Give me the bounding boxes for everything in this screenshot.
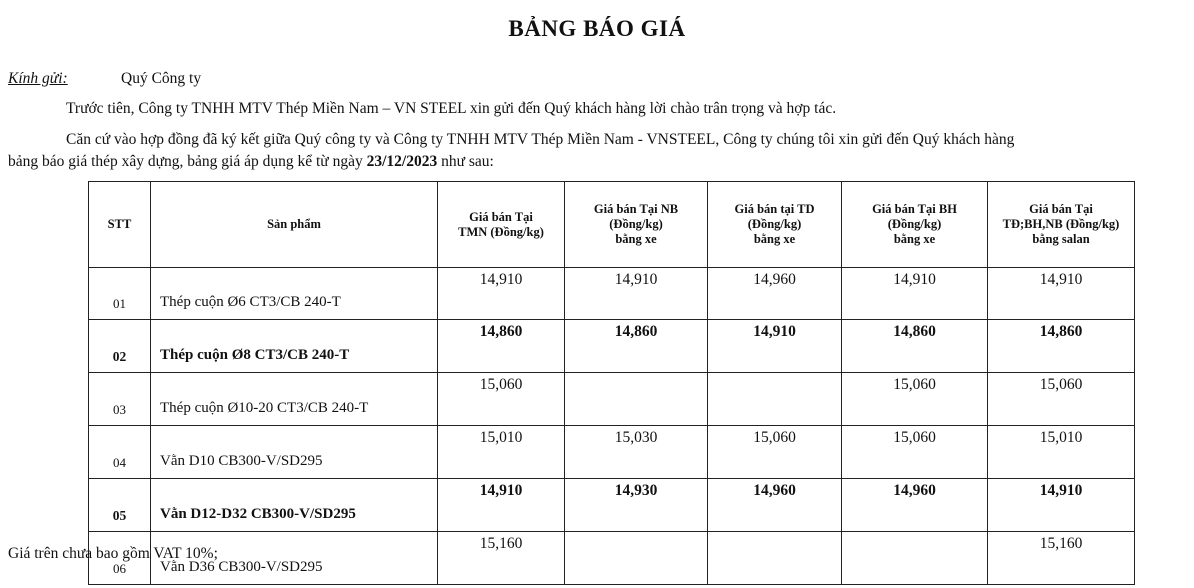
price-bh: 14,960 (842, 479, 988, 532)
price-td: 14,960 (708, 479, 842, 532)
row-stt: 01 (89, 268, 151, 320)
table-row (89, 320, 1135, 373)
row-product: Vằn D12-D32 CB300-V/SD295 (151, 479, 438, 532)
price-tmn: 14,910 (438, 268, 565, 320)
price-nb: 14,910 (565, 268, 708, 320)
greeting-label: Kính gửi: (8, 70, 68, 87)
header-price-bh: Giá bán Tại BH (Đồng/kg) bằng xe (842, 182, 988, 268)
price-nb: 15,030 (565, 426, 708, 479)
price-tmn: 14,910 (438, 479, 565, 532)
price-tmn: 15,010 (438, 426, 565, 479)
row-stt: 06 (89, 532, 151, 585)
price-nb (565, 373, 708, 426)
basis-line-1: Căn cứ vào hợp đồng đã ký kết giữa Quý công ty và Công ty TNHH MTV Thép Miền Nam - VNSTEEL, Công ty chúng tôi xin gửi đến Quý khách hàng (66, 131, 1015, 148)
price-bh: 15,060 (842, 426, 988, 479)
price-td (708, 532, 842, 585)
table-header-row (89, 182, 1135, 268)
basis-line-2 (8, 153, 494, 171)
price-salan: 14,860 (988, 320, 1135, 373)
price-salan: 14,910 (988, 268, 1135, 320)
row-product: Thép cuộn Ø6 CT3/CB 240-T (151, 268, 438, 320)
vat-note: Giá trên chưa bao gồm VAT 10%; (8, 545, 218, 562)
price-tmn: 14,860 (438, 320, 565, 373)
greeting-recipient: Quý Công ty (121, 70, 202, 87)
price-nb: 14,930 (565, 479, 708, 532)
row-stt: 04 (89, 426, 151, 479)
price-nb (565, 532, 708, 585)
price-salan: 14,910 (988, 479, 1135, 532)
price-tmn: 15,160 (438, 532, 565, 585)
table-row (89, 268, 1135, 320)
header-price-tmn: Giá bán Tại TMN (Đồng/kg) (438, 182, 565, 268)
row-product: Vằn D36 CB300-V/SD295 (151, 532, 438, 585)
header-stt: STT (89, 182, 151, 268)
intro-paragraph: Trước tiên, Công ty TNHH MTV Thép Miền Nam – VN STEEL xin gửi đến Quý khách hàng lời chào trân trọng và hợp tác. (66, 100, 837, 117)
header-product: Sản phẩm (151, 182, 438, 268)
row-stt: 02 (89, 320, 151, 373)
price-nb: 14,860 (565, 320, 708, 373)
price-salan: 15,060 (988, 373, 1135, 426)
price-td: 14,960 (708, 268, 842, 320)
table-row (89, 532, 1135, 585)
price-table (88, 181, 1135, 585)
header-price-salan: Giá bán Tại TĐ;BH,NB (Đồng/kg) bằng salan (988, 182, 1135, 268)
price-salan: 15,010 (988, 426, 1135, 479)
price-bh: 14,860 (842, 320, 988, 373)
price-td (708, 373, 842, 426)
price-bh (842, 532, 988, 585)
basis-prefix: bảng báo giá thép xây dựng, bảng giá áp dụng kể từ ngày (8, 153, 367, 170)
price-td: 15,060 (708, 426, 842, 479)
price-tmn: 15,060 (438, 373, 565, 426)
effective-date: 23/12/2023 (366, 153, 438, 170)
row-product: Thép cuộn Ø8 CT3/CB 240-T (151, 320, 438, 373)
table-row (89, 479, 1135, 532)
table-row (89, 373, 1135, 426)
basis-suffix: như sau: (437, 153, 494, 170)
row-product: Vằn D10 CB300-V/SD295 (151, 426, 438, 479)
page-title: BẢNG BÁO GIÁ (508, 16, 686, 41)
row-product: Thép cuộn Ø10-20 CT3/CB 240-T (151, 373, 438, 426)
row-stt: 03 (89, 373, 151, 426)
table-row (89, 426, 1135, 479)
price-bh: 14,910 (842, 268, 988, 320)
price-bh: 15,060 (842, 373, 988, 426)
header-price-nb: Giá bán Tại NB (Đồng/kg) bằng xe (565, 182, 708, 268)
header-price-td: Giá bán tại TD (Đồng/kg) bằng xe (708, 182, 842, 268)
row-stt: 05 (89, 479, 151, 532)
price-td: 14,910 (708, 320, 842, 373)
price-salan: 15,160 (988, 532, 1135, 585)
